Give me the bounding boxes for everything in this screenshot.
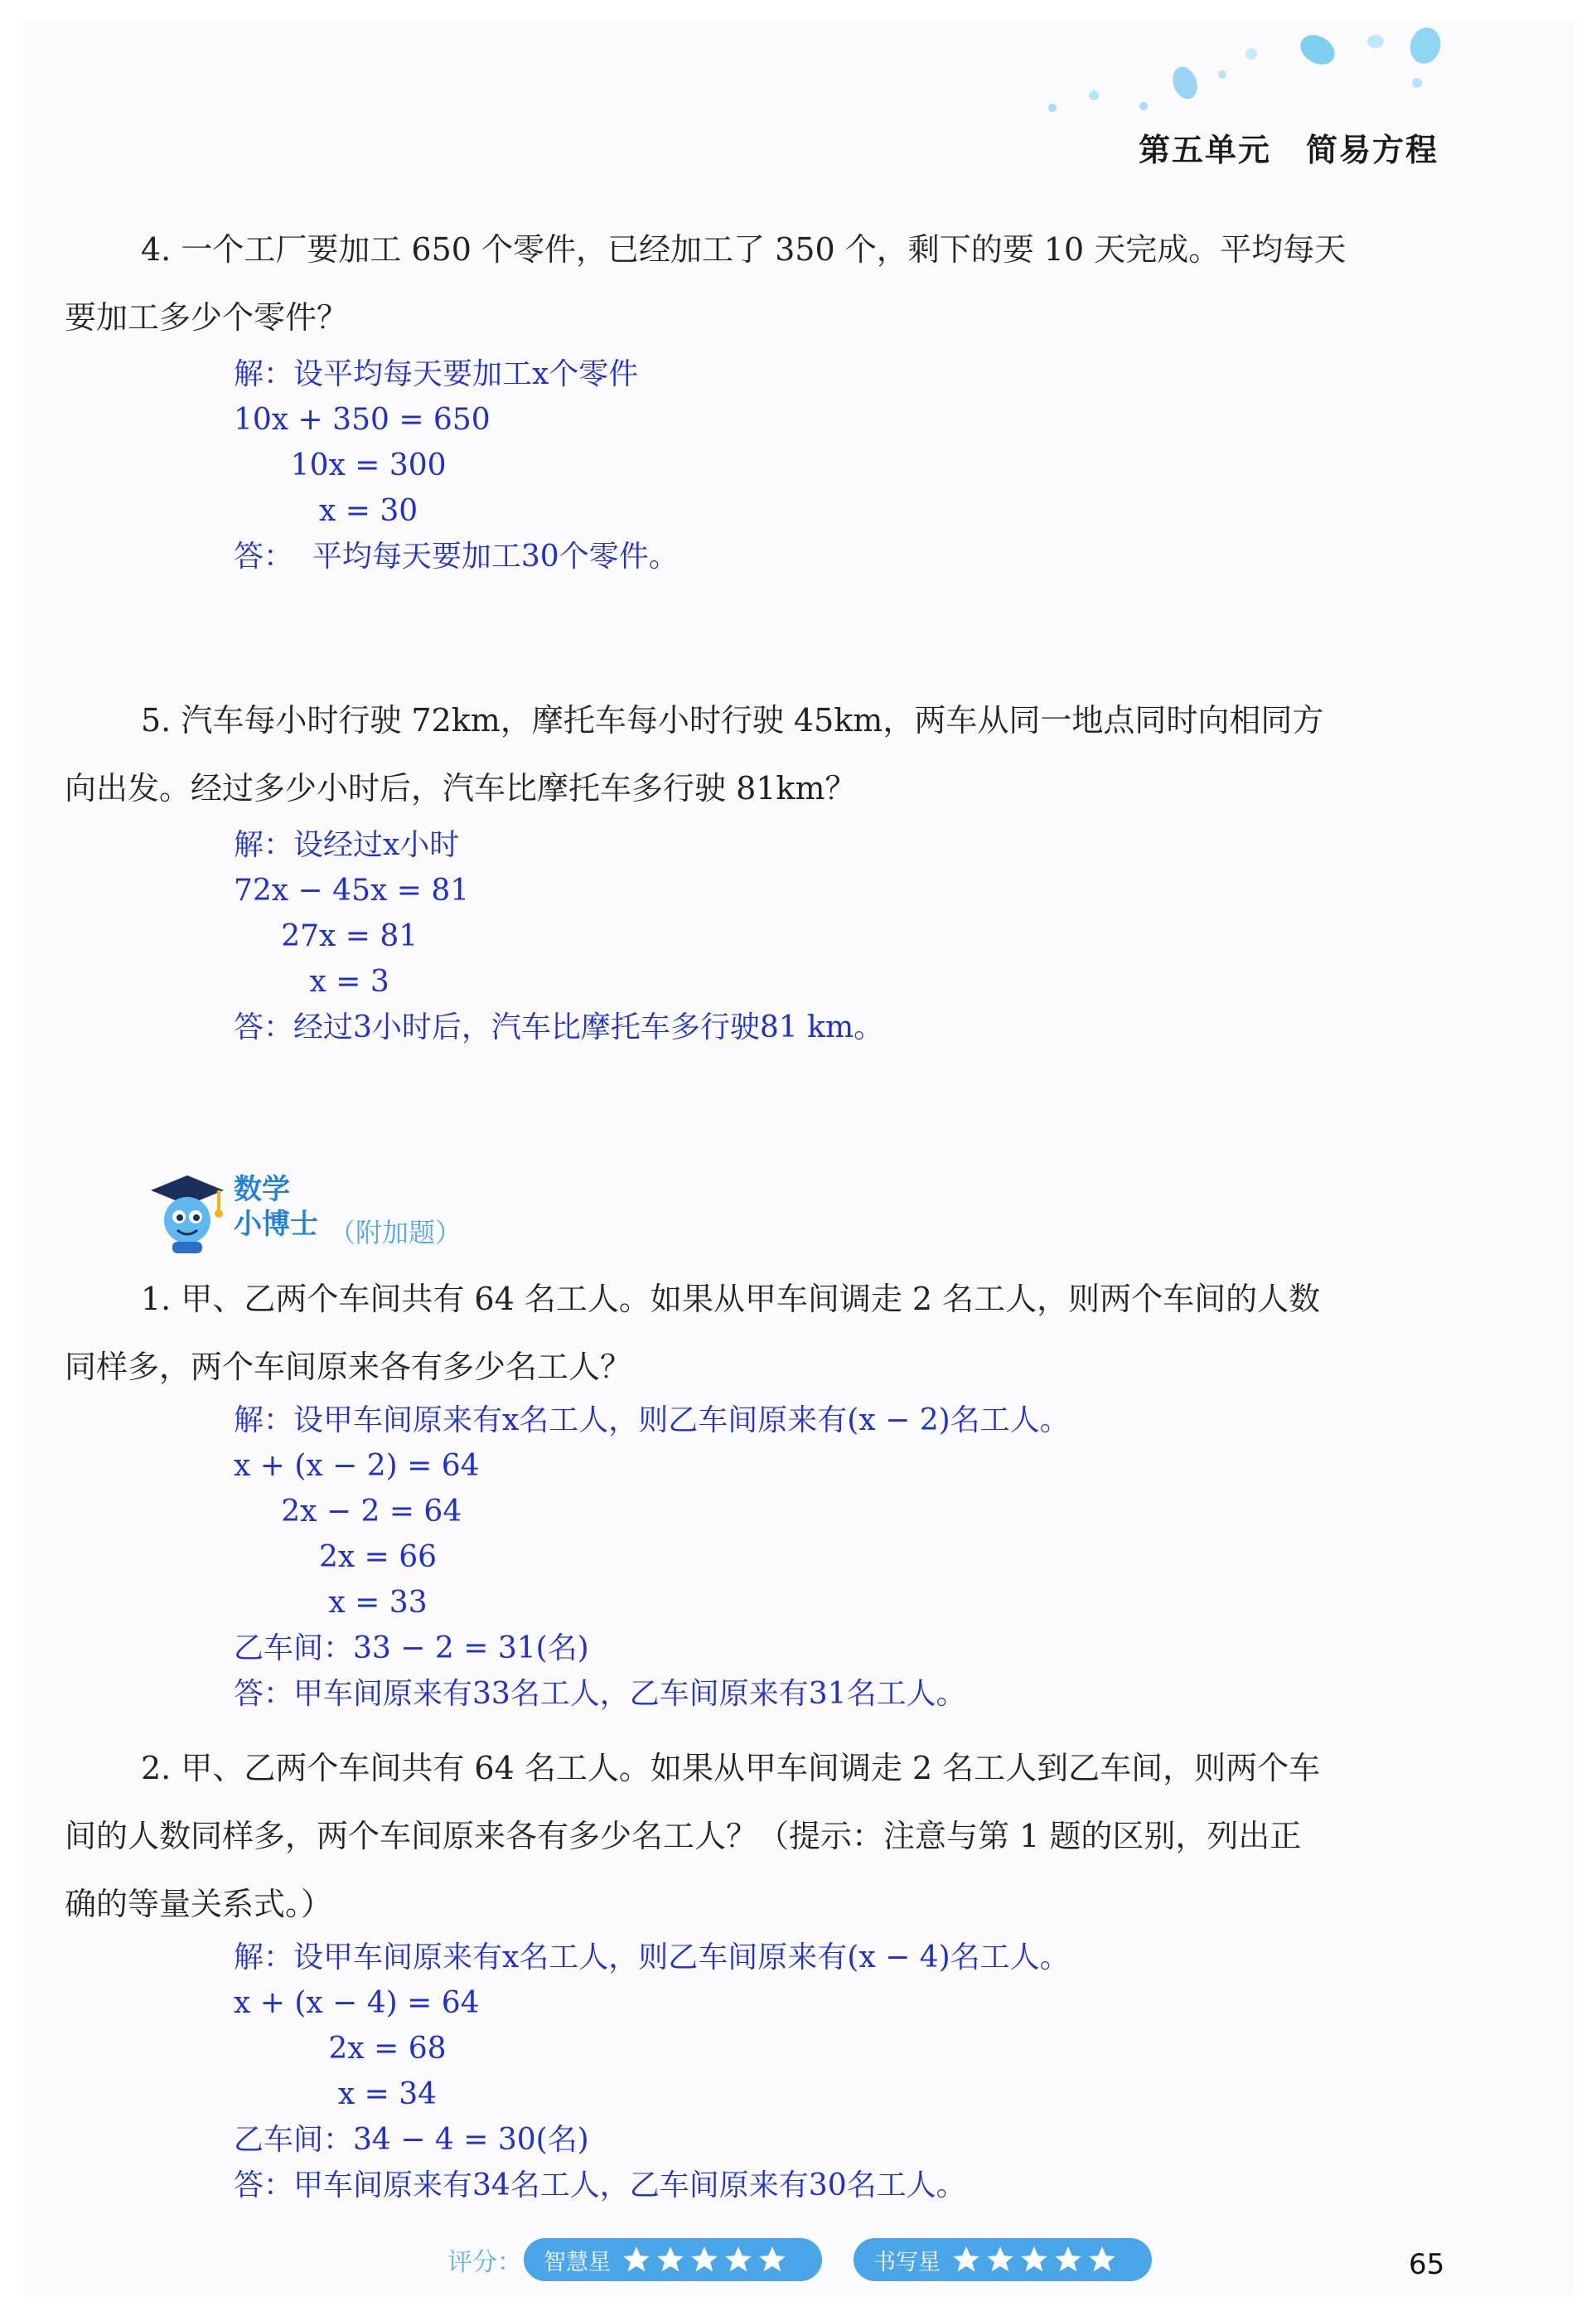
solution-line: 解：设平均每天要加工x个零件 [234, 357, 639, 391]
question-5-line2: 向出发。经过多少小时后，汽车比摩托车多行驶 81km？ [65, 770, 857, 807]
extra-question-2-solution [234, 1935, 1070, 2208]
writing-star-label: 书写星 [873, 2249, 941, 2275]
question-4-line2: 要加工多少个零件？ [65, 299, 349, 336]
star-group [950, 2244, 1118, 2275]
section-badge [143, 1172, 532, 1255]
star-icon[interactable] [984, 2244, 1016, 2275]
solution-line: 答：经过3小时后，汽车比摩托车多行驶81 km。 [234, 1010, 884, 1044]
solution-line: 答：甲车间原来有33名工人，乙车间原来有31名工人。 [234, 1677, 966, 1711]
solution-line: 72x − 45x = 81 [234, 874, 470, 908]
unit-label: 第五单元 [1138, 132, 1271, 168]
solution-line: 10x + 350 = 650 [234, 403, 491, 437]
wisdom-star-rating [524, 2238, 822, 2281]
score-footer [447, 2238, 1525, 2285]
question-5-solution [234, 822, 883, 1050]
wisdom-star-label: 智慧星 [544, 2249, 611, 2275]
star-icon[interactable] [621, 2244, 652, 2275]
solution-line: 27x = 81 [234, 919, 418, 953]
solution-line: 10x = 300 [234, 448, 447, 482]
star-icon[interactable] [950, 2244, 982, 2275]
question-4 [65, 216, 1454, 351]
star-icon[interactable] [1052, 2244, 1084, 2275]
question-4-solution [234, 351, 679, 579]
question-4-line1: 4. 一个工厂要加工 650 个零件，已经加工了 350 个，剩下的要 10 天完成。平均每天 [141, 231, 1347, 268]
extra-question-1-line2: 同样多，两个车间原来各有多少名工人？ [65, 1349, 632, 1385]
star-icon[interactable] [1018, 2244, 1050, 2275]
solution-line: 解：设经过x小时 [234, 828, 460, 862]
solution-line: 乙车间：34 − 4 = 30(名) [234, 2123, 589, 2157]
solution-line: x = 30 [234, 494, 418, 528]
solution-line: 2x = 66 [234, 1540, 438, 1574]
star-icon[interactable] [689, 2244, 720, 2275]
extra-question-2-line1: 2. 甲、乙两个车间共有 64 名工人。如果从甲车间调走 2 名工人到乙车间，则两个车 [141, 1750, 1321, 1786]
page-number: 65 [1409, 2248, 1445, 2281]
writing-star-rating [854, 2238, 1152, 2281]
extra-question-1-solution [234, 1398, 1070, 1717]
star-icon[interactable] [655, 2244, 686, 2275]
unit-topic: 简易方程 [1305, 132, 1439, 168]
score-label: 评分： [447, 2248, 522, 2277]
extra-question-2-line3: 确的等量关系式。） [65, 1886, 333, 1922]
section-title-line1: 数学 [234, 1173, 290, 1206]
solution-line: x + (x − 4) = 64 [234, 1986, 480, 2020]
section-subtitle: （附加题） [329, 1217, 462, 1248]
solution-line: x + (x − 2) = 64 [234, 1449, 480, 1483]
leaf-decoration-icon [1028, 17, 1475, 133]
solution-line: 乙车间：33 − 2 = 31(名) [234, 1631, 589, 1665]
extra-question-2 [65, 1734, 1454, 1938]
solution-line: 答：甲车间原来有34名工人，乙车间原来有30名工人。 [234, 2168, 966, 2202]
solution-line: x = 3 [234, 965, 389, 999]
extra-question-1-line1: 1. 甲、乙两个车间共有 64 名工人。如果从甲车间调走 2 名工人，则两个车间的人数 [141, 1281, 1321, 1317]
solution-line: 2x − 2 = 64 [234, 1495, 462, 1529]
extra-question-1 [65, 1265, 1454, 1401]
solution-line: 解：设甲车间原来有x名工人，则乙车间原来有(x − 2)名工人。 [234, 1403, 1070, 1437]
solution-line: x = 33 [234, 1586, 428, 1620]
question-5 [65, 686, 1454, 822]
section-title-line2: 小博士 [234, 1208, 318, 1241]
solution-line: 答： 平均每天要加工30个零件。 [234, 540, 679, 574]
solution-line: 2x = 68 [234, 2032, 447, 2066]
star-icon[interactable] [1086, 2244, 1118, 2275]
unit-header [1139, 124, 1439, 170]
extra-question-2-line2: 间的人数同样多，两个车间原来各有多少名工人？（提示：注意与第 1 题的区别，列出正 [65, 1818, 1302, 1854]
solution-line: 解：设甲车间原来有x名工人，则乙车间原来有(x − 4)名工人。 [234, 1940, 1070, 1974]
solution-line: x = 34 [234, 2077, 438, 2111]
question-5-line1: 5. 汽车每小时行驶 72km，摩托车每小时行驶 45km，两车从同一地点同时向相同方 [141, 702, 1324, 739]
star-group [621, 2244, 788, 2275]
star-icon[interactable] [723, 2244, 754, 2275]
doctor-mascot-icon [143, 1172, 232, 1255]
section-title [234, 1172, 318, 1242]
star-icon[interactable] [757, 2244, 788, 2275]
